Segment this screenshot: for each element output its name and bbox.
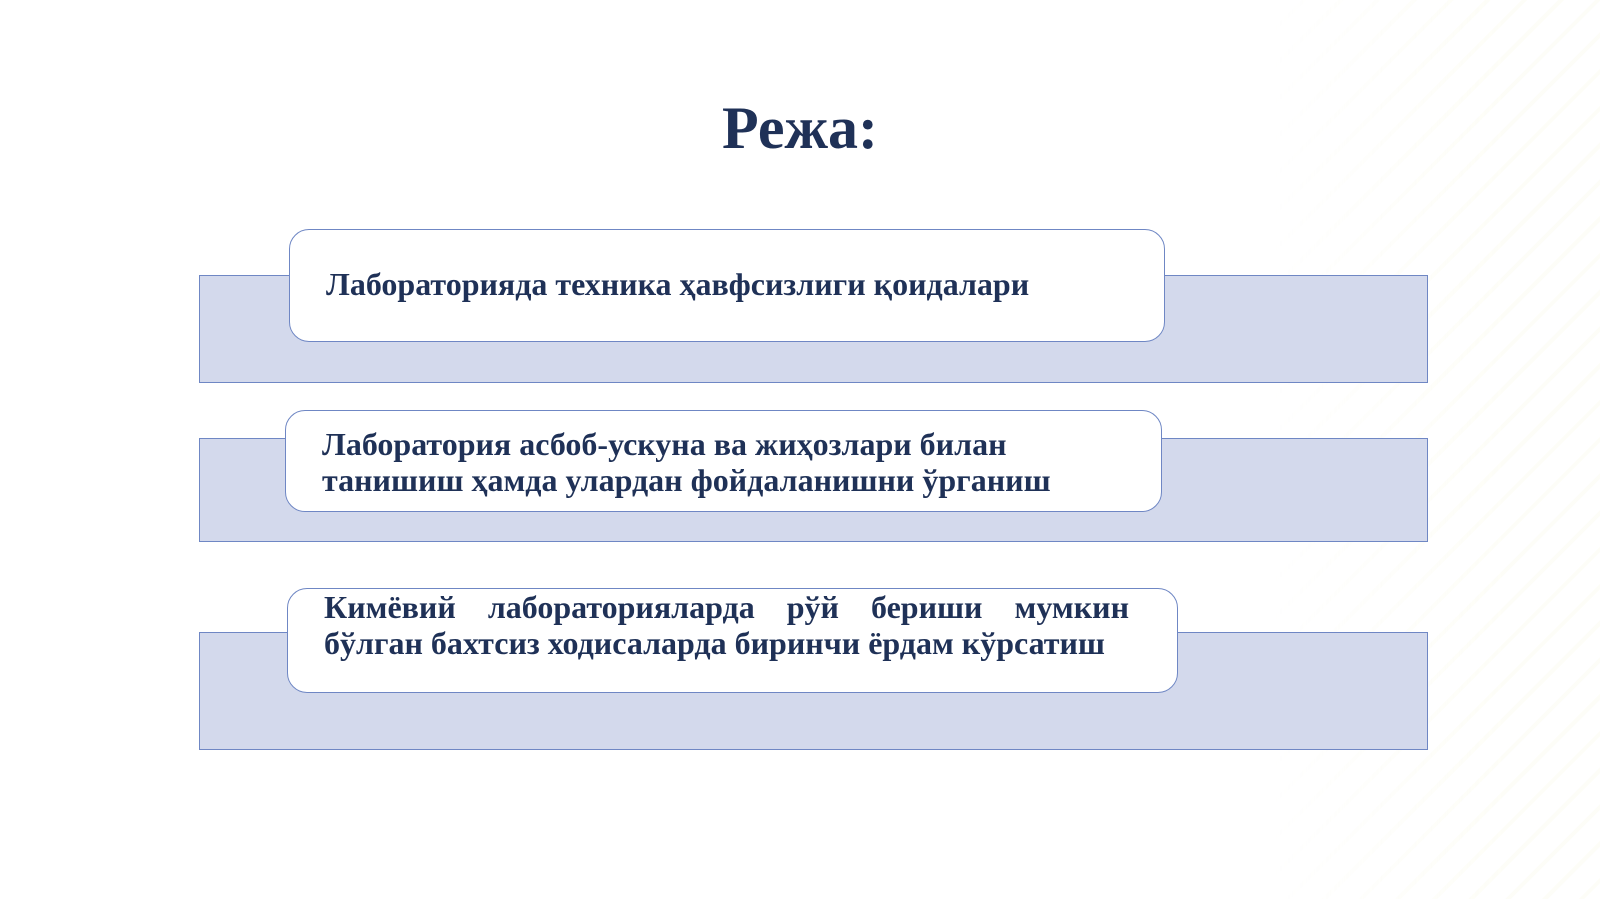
- item-text-2: Лаборатория асбоб-ускуна ва жиҳозлари билан танишиш ҳамда улардан фойдаланишни ўрганиш: [322, 426, 1051, 498]
- item-card-3: [287, 588, 1178, 693]
- item-card-2: [285, 410, 1162, 512]
- item-card-1: [289, 229, 1165, 342]
- slide-title: Режа:: [722, 95, 878, 161]
- item-text-1: Лабораторияда техника ҳавфсизлиги қоидалари: [326, 266, 1030, 302]
- item-text-3: Кимёвий лабораторияларда рўй бериши мумкин бўлган бахтсиз ходисаларда биринчи ёрдам кўрсатиш: [324, 589, 1129, 661]
